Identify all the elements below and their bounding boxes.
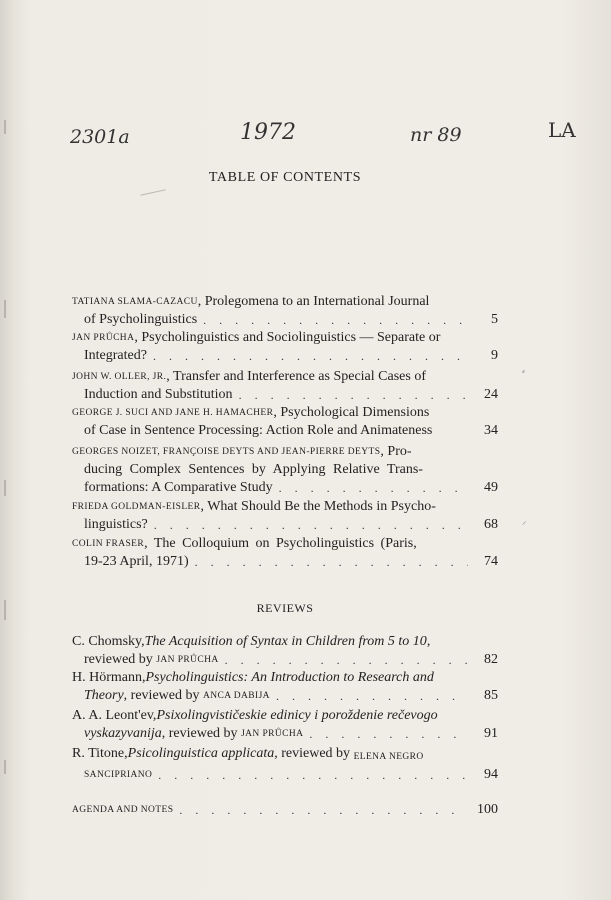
page-number: 5 (491, 312, 498, 327)
entry-title: of Case in Sentence Processing: Action Role and Animateness (84, 423, 433, 438)
entry-title: Induction and Substitution (84, 387, 233, 402)
review-by: reviewed by (84, 652, 153, 667)
entry-title: 19-23 April, 1971) (84, 554, 189, 569)
review-by: , reviewed by (123, 688, 200, 703)
review-book-title: vyskazyvanija (84, 726, 162, 741)
page-number: 91 (484, 726, 498, 741)
page-number: 82 (484, 652, 498, 667)
entry-title: , Pro- (380, 444, 412, 459)
pencil-stroke (140, 189, 166, 195)
leader-dots (197, 311, 468, 329)
leader-dots (303, 725, 468, 743)
review-by: , reviewed by (161, 726, 238, 741)
page-number: 74 (484, 554, 498, 569)
handwritten-year: 1972 (240, 120, 296, 145)
page-number: 34 (484, 423, 498, 438)
entry-title: , Prolegomena to an International Journal (197, 294, 430, 309)
review-entry (72, 707, 498, 743)
review-author: R. Titone, (72, 746, 128, 761)
toc-entry (72, 404, 498, 440)
reviewer: JAN PRŮCHA (156, 655, 219, 665)
page-number: 68 (484, 517, 498, 532)
reviewer: ANCA DABIJA (202, 691, 270, 701)
leader-dots (273, 479, 468, 497)
review-book-title: Psycholinguistics: An Introduction to Research and (145, 670, 434, 685)
review-book-title: The Acquisition of Syntax in Children from 5 to 10 (144, 634, 427, 649)
review-entry (72, 669, 498, 705)
entry-title: , Psychological Dimensions (273, 405, 430, 420)
leader-dots (189, 553, 468, 571)
author: GEORGES NOIZET, FRANÇOISE DEYTS AND JEAN-PIERRE DEYTS (72, 447, 381, 457)
handwritten-initials: LA (548, 118, 576, 142)
review-author: H. Hörmann, (72, 670, 146, 685)
leader-dots (270, 687, 468, 705)
page-number: 94 (484, 767, 498, 782)
leader-dots (173, 801, 468, 819)
review-book-title: Psicolinguistica applicata (127, 746, 275, 761)
author: JAN PRŮCHA (72, 333, 135, 343)
author: TATIANA SLAMA-CAZACU (72, 297, 198, 307)
handwritten-number: nr 89 (410, 124, 462, 146)
entry-title: , Psycholinguistics and Sociolinguistics — Separate or (134, 330, 441, 345)
leader-dots (152, 766, 468, 784)
reviewer: JAN PRŮCHA (241, 729, 304, 739)
handwritten-code: 2301a (70, 126, 130, 148)
agenda-label: AGENDA AND NOTES (72, 805, 174, 815)
review-author: A. A. Leont'ev, (72, 708, 157, 723)
review-author: C. Chomsky, (72, 634, 145, 649)
review-book-title: Psixolingvističeskie edinicy i poroždenie rečevogo (156, 708, 438, 723)
review-entry (72, 633, 498, 669)
page-title: TABLE OF CONTENTS (208, 170, 362, 185)
leader-dots (147, 347, 468, 365)
entry-title: formations: A Comparative Study (84, 480, 273, 495)
leader-dots (148, 516, 468, 534)
entry-title: , Transfer and Interference as Special Cases of (166, 369, 426, 384)
author: FRIEDA GOLDMAN-EISLER (72, 502, 201, 512)
agenda-entry (72, 801, 498, 819)
review-by: , reviewed by (274, 746, 354, 761)
entry-title: linguistics? (84, 517, 148, 532)
review-book-title: Theory (84, 688, 124, 703)
entry-title: of Psycholinguistics (84, 312, 198, 327)
leader-dots (219, 651, 468, 669)
binding-mark (4, 480, 6, 496)
page-number: 49 (484, 480, 498, 495)
stray-mark: ⸗ (522, 366, 525, 376)
author: JOHN W. OLLER, JR. (72, 372, 167, 382)
page-number: 85 (484, 688, 498, 703)
toc-entry (72, 293, 498, 329)
entry-title: ducing Complex Sentences by Applying Relative Trans- (84, 462, 423, 477)
toc-entry (72, 498, 498, 534)
reviews-heading: REVIEWS (256, 601, 314, 615)
page-number: 24 (484, 387, 498, 402)
review-punct: , (426, 634, 431, 649)
toc-entry (72, 443, 498, 497)
entry-title: , What Should Be the Methods in Psycho- (200, 499, 436, 514)
review-entry (72, 745, 498, 784)
toc-entry (72, 329, 498, 365)
toc-entry (72, 535, 498, 571)
binding-mark (4, 760, 6, 774)
page-number: 9 (491, 348, 498, 363)
reviewer: SANCIPRIANO (84, 770, 153, 780)
binding-mark (4, 120, 6, 134)
stray-mark: ⸝ (522, 516, 527, 526)
page-number: 100 (477, 802, 498, 817)
entry-title: Integrated? (84, 348, 147, 363)
binding-mark (4, 300, 6, 318)
author: COLIN FRASER (72, 539, 145, 549)
reviewer: ELENA NEGRO (353, 752, 424, 762)
toc-entry (72, 368, 498, 404)
author: GEORGE J. SUCI AND JANE H. HAMACHER (72, 408, 274, 418)
entry-title: , The Colloquium on Psycholinguistics (Paris, (144, 536, 417, 551)
leader-dots (233, 386, 468, 404)
